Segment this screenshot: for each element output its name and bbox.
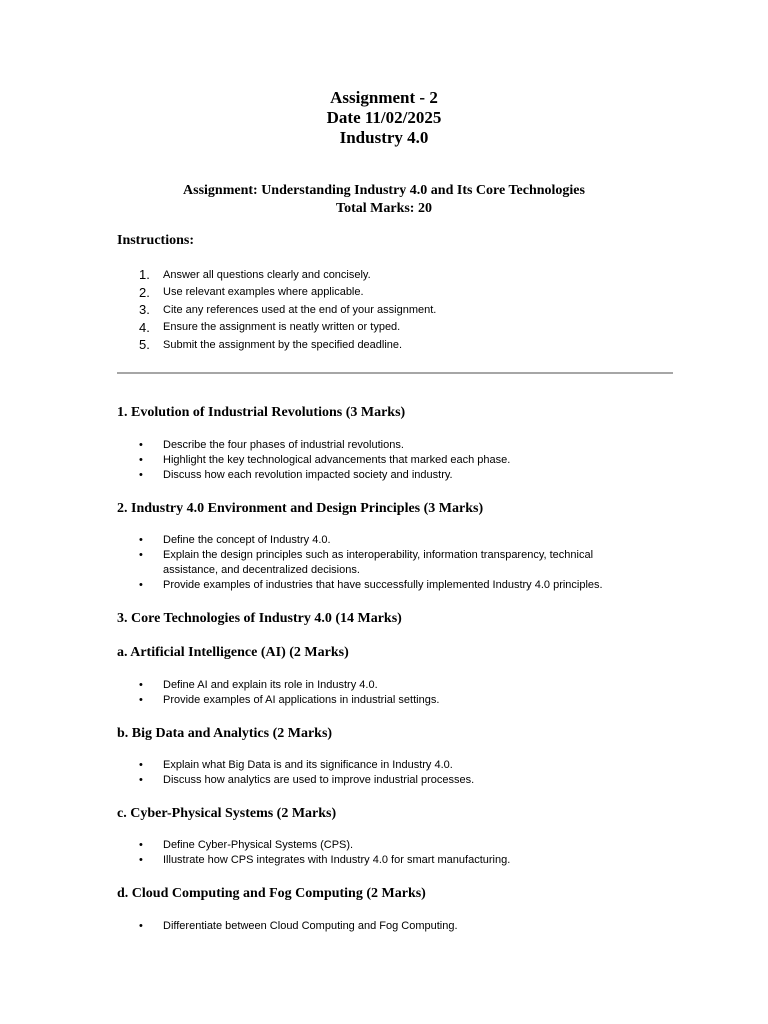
list-item: • Define AI and explain its role in Industry 4.0.: [117, 678, 647, 693]
bullet-icon: •: [139, 679, 143, 691]
section-3d-heading: d. Cloud Computing and Fog Computing (2 Marks): [117, 886, 426, 901]
list-item: • Differentiate between Cloud Computing and Fog Computing.: [117, 919, 647, 934]
list-item: • Provide examples of AI applications in industrial settings.: [117, 693, 647, 708]
list-item: • Define the concept of Industry 4.0.: [117, 533, 647, 548]
instruction-item: [117, 301, 436, 319]
instruction-number: 3.: [139, 302, 150, 318]
list-item: • Explain the design principles such as interoperability, information transparency, technical assistance, and decentralized decisions.: [117, 548, 647, 578]
bullet-icon: •: [139, 694, 143, 706]
assignment-full-title: Assignment: Understanding Industry 4.0 and Its Core Technologies: [183, 183, 585, 198]
assignment-date: Date 11/02/2025: [326, 108, 442, 127]
subtitle-block: [0, 182, 768, 218]
horizontal-divider: [117, 372, 673, 374]
instructions-list: [117, 266, 436, 354]
section-2-bullets: [117, 533, 647, 593]
total-marks: Total Marks: 20: [336, 201, 432, 216]
section-1-bullets: [117, 438, 647, 483]
list-item: • Illustrate how CPS integrates with Industry 4.0 for smart manufacturing.: [117, 853, 647, 868]
instruction-number: 5.: [139, 337, 150, 353]
section-1-heading: 1. Evolution of Industrial Revolutions (3 Marks): [117, 405, 406, 420]
bullet-icon: •: [139, 469, 143, 481]
instruction-item: [117, 336, 436, 354]
instruction-item: [117, 266, 436, 284]
bullet-icon: •: [139, 439, 143, 451]
section-3a-heading: a. Artificial Intelligence (AI) (2 Marks): [117, 645, 349, 660]
instruction-item: [117, 319, 436, 337]
instruction-item: [117, 284, 436, 302]
list-item: • Define Cyber-Physical Systems (CPS).: [117, 838, 647, 853]
section-3d-bullets: [117, 919, 647, 934]
instruction-number: 4.: [139, 319, 150, 335]
section-2-heading: 2. Industry 4.0 Environment and Design Principles (3 Marks): [117, 501, 484, 516]
bullet-icon: •: [139, 534, 143, 546]
instruction-text: Use relevant examples where applicable.: [163, 286, 364, 299]
bullet-icon: •: [139, 454, 143, 466]
list-item: • Discuss how analytics are used to improve industrial processes.: [117, 773, 647, 788]
bullet-icon: •: [139, 854, 143, 866]
section-3a-bullets: [117, 678, 647, 708]
instruction-number: 1.: [139, 267, 150, 283]
section-3c-bullets: [117, 838, 647, 868]
bullet-icon: •: [139, 549, 143, 561]
list-item: • Explain what Big Data is and its significance in Industry 4.0.: [117, 758, 647, 773]
list-item: • Provide examples of industries that have successfully implemented Industry 4.0 principles.: [117, 578, 647, 593]
list-item: • Describe the four phases of industrial revolutions.: [117, 438, 647, 453]
instruction-text: Submit the assignment by the specified deadline.: [163, 338, 403, 351]
bullet-icon: •: [139, 579, 143, 591]
section-3-heading: 3. Core Technologies of Industry 4.0 (14 Marks): [117, 611, 402, 626]
list-item: • Highlight the key technological advancements that marked each phase.: [117, 453, 647, 468]
bullet-icon: •: [139, 839, 143, 851]
instruction-number: 2.: [139, 284, 150, 300]
title-block: [0, 88, 768, 148]
assignment-title: Assignment - 2: [330, 88, 438, 107]
bullet-icon: •: [139, 774, 143, 786]
assignment-topic: Industry 4.0: [339, 128, 429, 147]
instruction-text: Cite any references used at the end of your assignment.: [163, 303, 437, 316]
instruction-text: Answer all questions clearly and concisely.: [163, 268, 371, 281]
section-3b-bullets: [117, 758, 647, 788]
section-3b-heading: b. Big Data and Analytics (2 Marks): [117, 726, 333, 741]
instructions-heading: Instructions:: [117, 233, 195, 248]
list-item: • Discuss how each revolution impacted society and industry.: [117, 468, 647, 483]
bullet-icon: •: [139, 759, 143, 771]
instruction-text: Ensure the assignment is neatly written or typed.: [163, 321, 401, 334]
bullet-icon: •: [139, 920, 143, 932]
section-3c-heading: c. Cyber-Physical Systems (2 Marks): [117, 806, 337, 821]
